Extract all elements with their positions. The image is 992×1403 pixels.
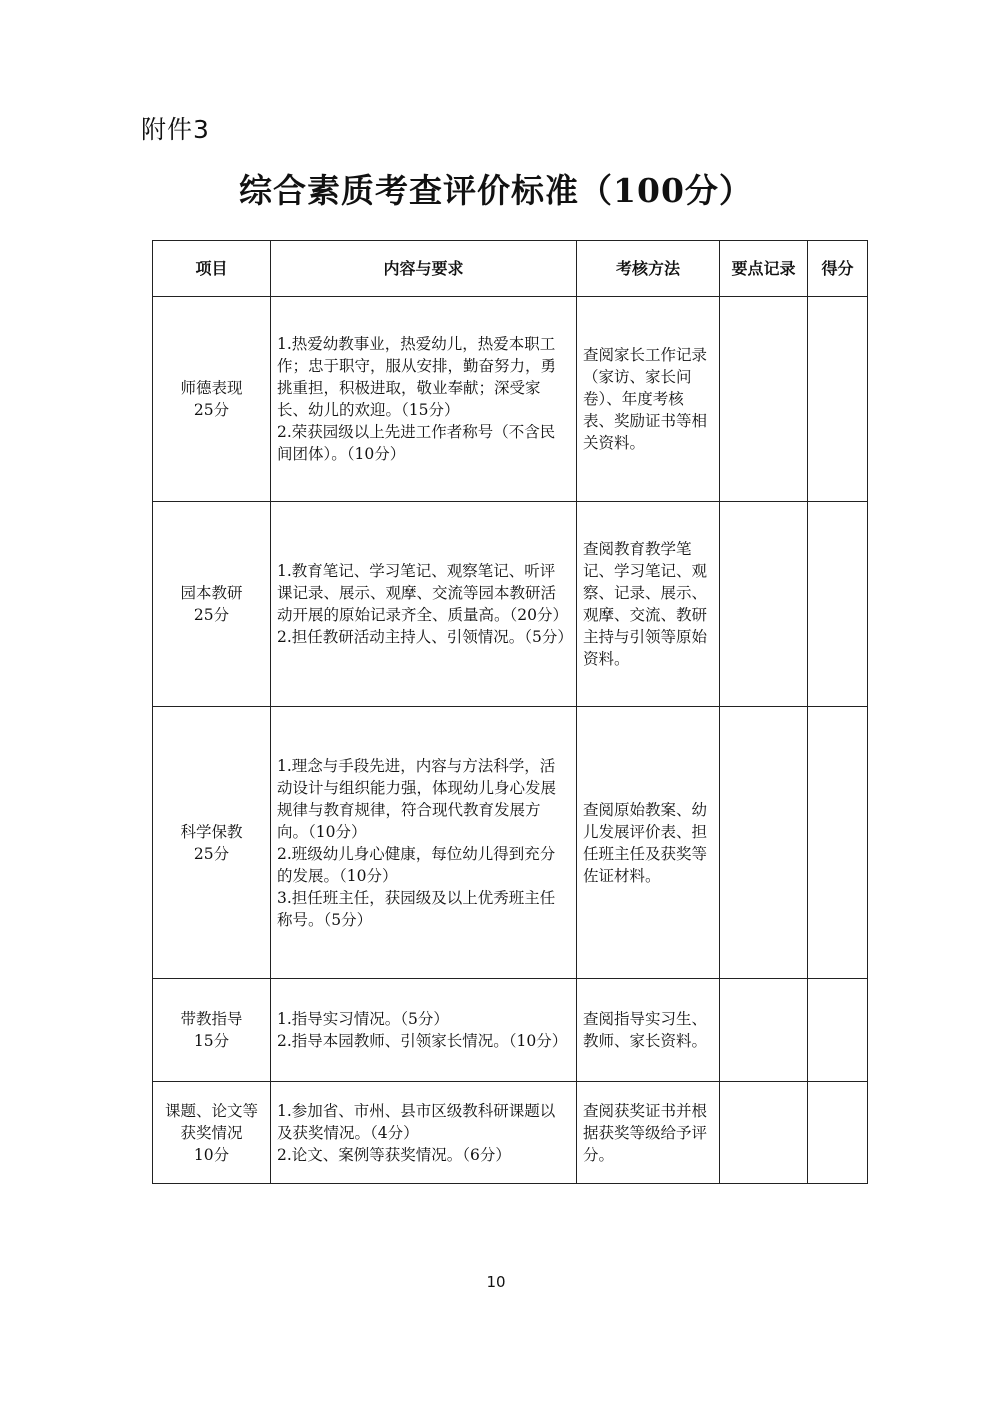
item-points: 25分 — [193, 844, 230, 863]
evaluation-table — [152, 240, 868, 1184]
notes-cell[interactable] — [720, 502, 808, 707]
method-cell: 查阅教育教学笔记、学习笔记、观察、记录、展示、观摩、交流、教研主持与引领等原始资料。 — [577, 502, 720, 707]
notes-cell[interactable] — [720, 297, 808, 502]
header-score: 得分 — [808, 241, 868, 297]
table-row — [153, 502, 868, 707]
content-cell — [271, 979, 577, 1082]
requirement-line: 1.指导实习情况。（5分） — [277, 1010, 449, 1028]
content-cell — [271, 1082, 577, 1184]
requirement-line: 2.班级幼儿身心健康，每位幼儿得到充分的发展。（10分） — [277, 844, 556, 885]
notes-cell[interactable] — [720, 979, 808, 1082]
header-method: 考核方法 — [577, 241, 720, 297]
item-cell — [153, 502, 271, 707]
method-cell: 查阅获奖证书并根据获奖等级给予评分。 — [577, 1082, 720, 1184]
score-cell[interactable] — [808, 707, 868, 979]
header-item: 项目 — [153, 241, 271, 297]
header-notes: 要点记录 — [720, 241, 808, 297]
table-row — [153, 979, 868, 1082]
item-cell — [153, 979, 271, 1082]
attachment-label: 附件3 — [141, 115, 210, 144]
item-points: 10分 — [193, 1145, 230, 1164]
notes-cell[interactable] — [720, 1082, 808, 1184]
method-cell: 查阅原始教案、幼儿发展评价表、担任班主任及获奖等佐证材料。 — [577, 707, 720, 979]
item-name: 园本教研 — [180, 584, 243, 602]
method-cell: 查阅家长工作记录（家访、家长问卷）、年度考核表、奖励证书等相关资料。 — [577, 297, 720, 502]
item-points: 25分 — [193, 606, 230, 624]
requirement-line: 1.理念与手段先进，内容与方法科学，活动设计与组织能力强，体现幼儿身心发展规律与教育规律，符合现代教育发展方向。（10分） — [277, 756, 557, 841]
content-cell — [271, 502, 577, 707]
content-cell — [271, 707, 577, 979]
item-name: 科学保教 — [180, 822, 243, 841]
item-name: 课题、论文等获奖情况 — [164, 1101, 258, 1142]
item-name: 带教指导 — [180, 1010, 243, 1028]
content-cell — [271, 297, 577, 502]
method-cell: 查阅指导实习生、教师、家长资料。 — [577, 979, 720, 1082]
header-content: 内容与要求 — [271, 241, 577, 297]
requirement-line: 3.担任班主任，获园级及以上优秀班主任称号。（5分） — [277, 888, 556, 929]
item-name: 师德表现 — [180, 379, 243, 397]
score-cell[interactable] — [808, 502, 868, 707]
requirement-line: 2.指导本园教师、引领家长情况。（10分） — [277, 1032, 568, 1050]
table-row — [153, 1082, 868, 1184]
score-cell[interactable] — [808, 979, 868, 1082]
requirement-line: 2.担任教研活动主持人、引领情况。（5分） — [277, 628, 573, 646]
page-number: 10 — [486, 1273, 506, 1291]
score-cell[interactable] — [808, 1082, 868, 1184]
document-title: 综合素质考查评价标准（100分） — [239, 171, 753, 210]
score-cell[interactable] — [808, 297, 868, 502]
item-cell — [153, 1082, 271, 1184]
notes-cell[interactable] — [720, 707, 808, 979]
item-points: 15分 — [193, 1032, 230, 1050]
requirement-line: 1.热爱幼教事业，热爱幼儿，热爱本职工作；忠于职守，服从安排，勤奋努力，勇挑重担，积极进取，敬业奉献；深受家长、幼儿的欢迎。（15分） — [277, 335, 557, 419]
table-header-row — [153, 241, 868, 297]
item-points: 25分 — [193, 401, 230, 419]
item-cell — [153, 707, 271, 979]
table-row — [153, 297, 868, 502]
requirement-line: 1.参加省、市州、县市区级教科研课题以及获奖情况。（4分） — [277, 1101, 556, 1142]
table-row — [153, 707, 868, 979]
item-cell — [153, 297, 271, 502]
requirement-line: 1.教育笔记、学习笔记、观察笔记、听评课记录、展示、观摩、交流等园本教研活动开展的原始记录齐全、质量高。（20分） — [277, 562, 568, 624]
requirement-line: 2.论文、案例等获奖情况。（6分） — [277, 1145, 511, 1164]
requirement-line: 2.荣获园级以上先进工作者称号（不含民间团体）。（10分） — [277, 423, 556, 463]
